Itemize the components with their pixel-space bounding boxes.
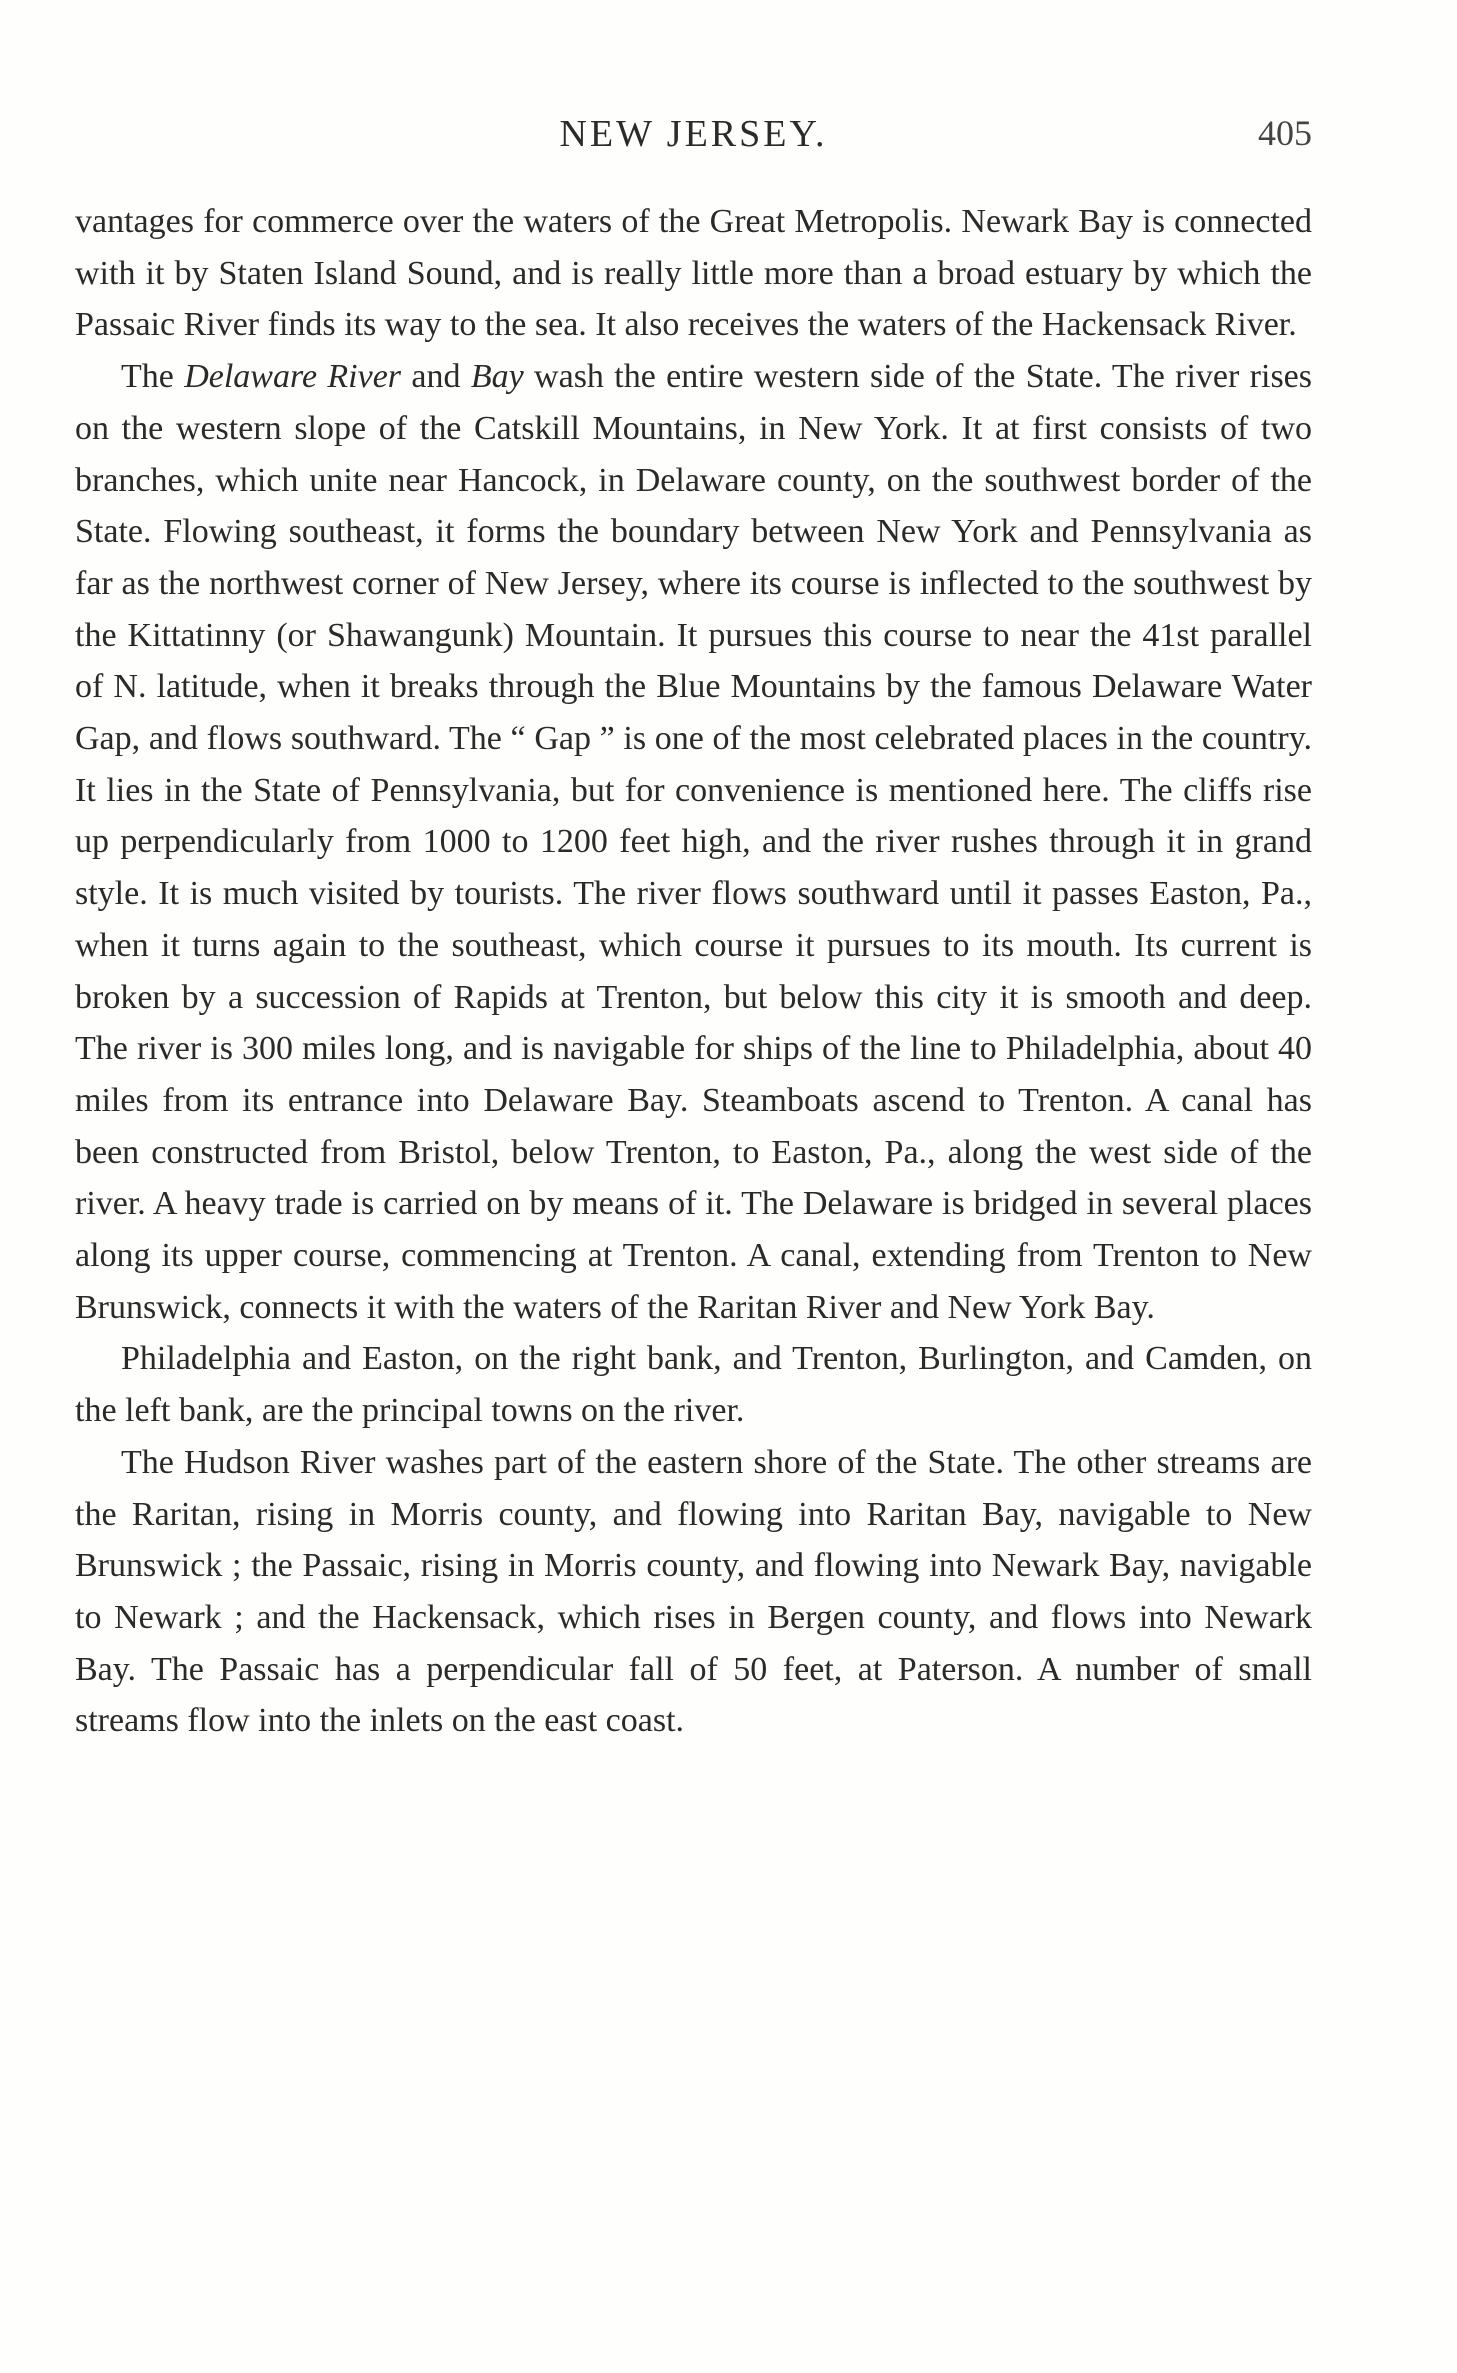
paragraph-streams: The Hudson River washes part of the eastern shore of the State. The other streams are the Raritan, rising in Morris county, and flowing into Raritan Bay, navigable to New Brunswick ; the Passaic, rising in Morris county, and flowing into Newark Bay, navigable to Newark ; and the Hackensack, which rises in Bergen county, and flows into Newark Bay. The Passaic has a perpendicular fall of 50 feet, at Paterson. A number of small streams flow into the inlets on the east coast.	[75, 1443, 1312, 1740]
paragraph-connector: and	[401, 358, 471, 396]
paragraph-body: wash the entire western side of the State. The river rises on the western slope of the Catskill Mountains, in New York. It at first consists of two branches, which unite near Hancock, in Delaware county, on the southwest border of the State. Flowing southeast, it forms the boundary between New York and Pennsylvania as far as the northwest corner of New Jersey, where its course is inflected to the southwest by the Kittatinny (or Shawangunk) Mountain. It pursues this course to near the 41st parallel of N. latitude, when it breaks through the Blue Mountains by the famous Delaware Water Gap, and flows southward. The “ Gap ” is one of the most celebrated places in the country. It lies in the State of Pennsylvania, but for convenience is mentioned here. The cliffs rise up perpendicularly from 1000 to 1200 feet high, and the river rushes through it in grand style. It is much visited by tourists. The river flows southward until it passes Easton, Pa., when it turns again to the southeast, which course it pursues to its mouth. Its current is broken by a succession of Rapids at Trenton, but below this city it is smooth and deep. The river is 300 miles long, and is navigable for ships of the line to Philadelphia, about 40 miles from its entrance into Delaware Bay. Steamboats ascend to Trenton. A canal has been constructed from Bristol, below Trenton, to Easton, Pa., along the west side of the river. A heavy trade is carried on by means of it. The Delaware is bridged in several places along its upper course, commencing at Trenton. A canal, extending from Trenton to New Brunswick, connects it with the waters of the Raritan River and New York Bay.	[75, 358, 1313, 1326]
running-head	[75, 112, 1312, 172]
paragraph-lead: The	[121, 358, 185, 396]
paragraph-towns: Philadelphia and Easton, on the right bank, and Trenton, Burlington, and Camden, on the left bank, are the principal towns on the river.	[75, 1340, 1312, 1430]
body-text	[75, 196, 1312, 1747]
italic-bay: Bay	[470, 358, 524, 396]
paragraph-continuation: vantages for commerce over the waters of the Great Metropolis. Newark Bay is connected with it by Staten Island Sound, and is really little more than a broad estuary by which the Passaic River finds its way to the sea. It also receives the waters of the Hackensack River.	[75, 203, 1312, 344]
running-title: NEW JERSEY.	[559, 113, 828, 155]
italic-delaware-river: Delaware River	[184, 358, 402, 396]
paragraph-delaware	[75, 351, 1312, 1333]
page-number: 405	[1258, 113, 1312, 153]
